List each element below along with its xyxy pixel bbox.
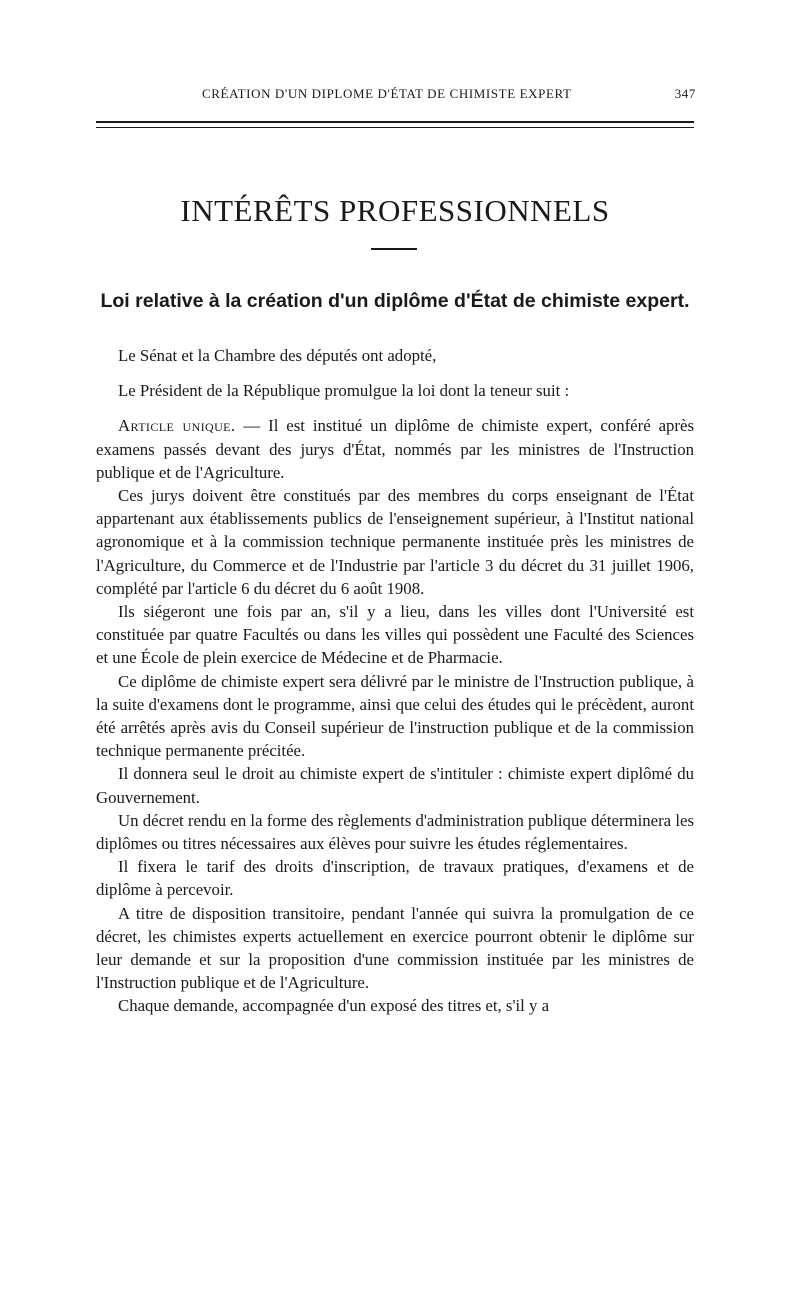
paragraph: Il donnera seul le droit au chimiste expert de s'intituler : chimiste expert diplômé du Gouvernement. (96, 764, 694, 807)
article-label: Article unique. (118, 416, 236, 436)
body-text (96, 344, 694, 1018)
running-title: CRÉATION D'UN DIPLOME D'ÉTAT DE CHIMISTE EXPERT (202, 86, 572, 101)
paragraph: A titre de disposition transitoire, pendant l'année qui suivra la promulgation de ce décret, les chimistes experts actuellement en exercice pourront obtenir le diplôme sur leur demande et sur la proposition d'une commission instituée par les ministres de l'Instruction publique et de l'Agriculture. (96, 903, 694, 993)
header-rule-thin (96, 127, 694, 128)
paragraph: Ils siégeront une fois par an, s'il y a lieu, dans les villes dont l'Université est constituée par quatre Facultés ou dans les villes qui possèdent une Faculté des Sciences et une École de plein exercice de Médecine et de Pharmacie. (96, 602, 694, 668)
running-header (96, 86, 696, 106)
law-title: Loi relative à la création d'un diplôme d'État de chimiste expert. (100, 290, 690, 312)
paragraph: Ces jurys doivent être constitués par des membres du corps enseignant de l'État appartenant aux établissements publics de l'enseignement supérieur, à l'Institut national agronomique et à la commission technique permanente instituée près les ministres de l'Agriculture, du Commerce et de l'Industrie par l'article 3 du décret du 31 juillet 1906, complété par l'article 6 du décret du 6 août 1908. (96, 486, 694, 598)
article-paragraph (96, 414, 694, 484)
page-number: 347 (674, 86, 696, 101)
paragraph: Ce diplôme de chimiste expert sera délivré par le ministre de l'Instruction publique, à la suite d'examens dont le programme, ainsi que celui des études qui le précèdent, auront été arrêtés après avis du Conseil supérieur de l'instruction publique et de la commission technique permanente précitée. (96, 671, 694, 761)
preamble-paragraph: Le Sénat et la Chambre des députés ont adopté, (118, 346, 437, 365)
article-text: — Il est institué un diplôme de chimiste expert, conféré après examens passés devant des jurys d'État, nommés par les ministres de l'Instruction publique et de l'Agriculture. (96, 416, 694, 482)
section-title: INTÉRÊTS PROFESSIONNELS (180, 193, 610, 228)
preamble-paragraph: Le Président de la République promulgue la loi dont la teneur suit : (118, 381, 570, 401)
paragraph: Il fixera le tarif des droits d'inscription, de travaux pratiques, d'examens et de diplôme à percevoir. (96, 857, 694, 900)
paragraph: Un décret rendu en la forme des règlements d'administration publique déterminera les diplômes ou titres nécessaires aux élèves pour suivre les études réglementaires. (96, 810, 694, 854)
title-divider (371, 248, 417, 250)
header-rule-thick (96, 121, 694, 123)
paragraph: Chaque demande, accompagnée d'un exposé des titres et, s'il y a (118, 996, 550, 1016)
